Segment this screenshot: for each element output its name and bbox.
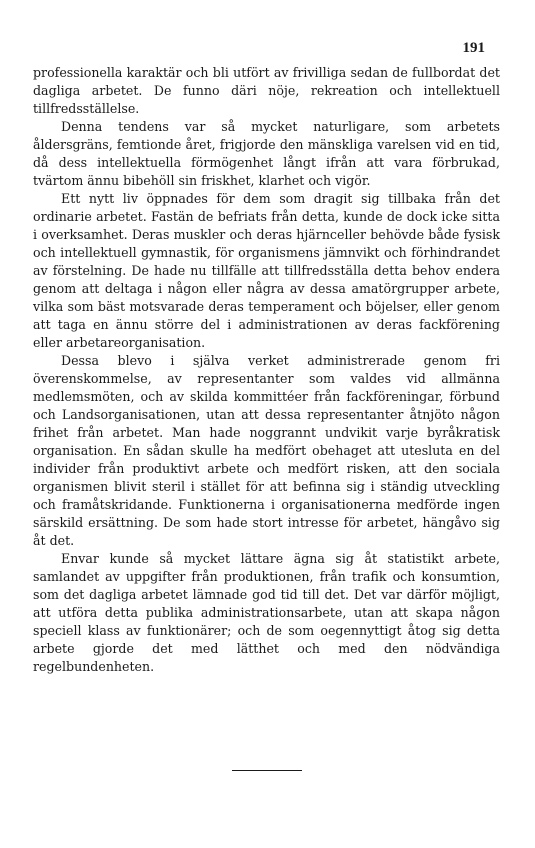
paragraph: Dessa blevo i själva verket administrerade genom fri överenskommelse, av representanter som valdes vid allmänna medlemsmöten, och av skilda kommittéer från fackföreningar, förbund och Landsorganisationen, utan att dessa representanter åtnjöto någon frihet från arbetet. Man hade noggrannt undvikit varje byråkratisk organisation. En sådan skulle ha medfört obehaget att utesluta en del individer från produktivt arbete och medfört risken, att den sociala organismen blivit steril i stället för att befinna sig i ständig utveckling och framåtskridande. Funktionerna i organisationerna medförde ingen särskild ersättning. De som hade stort intresse för arbetet, hängåvo sig åt det.	[33, 353, 500, 548]
paragraph: Denna tendens var så mycket naturligare, som arbetets åldersgräns, femtionde året, frigjorde den mänskliga varelsen vid en tid, då dess intellektuella förmögenhet långt ifrån att vara förbrukad, tvärtom ännu bibehöll sin friskhet, klarhet och vigör.	[33, 119, 500, 188]
paragraph: Ett nytt liv öppnades för dem som dragit sig tillbaka från det ordinarie arbetet. Fastän de befriats från detta, kunde de dock icke sitta i overksamhet. Deras muskler och deras hjärnceller behövde både fysisk och intellektuell gymnastik, för organismens jämnvikt och förhindrandet av förstelning. De hade nu tillfälle att tillfredsställa detta behov endera genom att deltaga i någon eller några av dessa amatörgrupper arbete, vilka som bäst motsvarade deras temperament och böjelser, eller genom att taga en ännu större del i administrationen av deras fackförening eller arbetareorganisation.	[33, 191, 500, 350]
body-text	[33, 64, 500, 676]
page-number: 191	[462, 40, 485, 56]
section-divider	[232, 770, 302, 771]
paragraph: Envar kunde så mycket lättare ägna sig åt statistikt arbete, samlandet av uppgifter från produktionen, från trafik och konsumtion, som det dagliga arbetet lämnade god tid till det. Det var därför möjligt, att utföra detta publika administrationsarbete, utan att skapa någon speciell klass av funktionärer; och de som oegennyttigt åtog sig detta arbete gjorde det med lätthet och med den nödvändiga regelbundenheten.	[33, 551, 500, 674]
paragraph: professionella karaktär och bli utfört av frivilliga sedan de fullbordat det dagliga arbetet. De funno däri nöje, rekreation och intellektuell tillfredsställelse.	[33, 65, 500, 116]
